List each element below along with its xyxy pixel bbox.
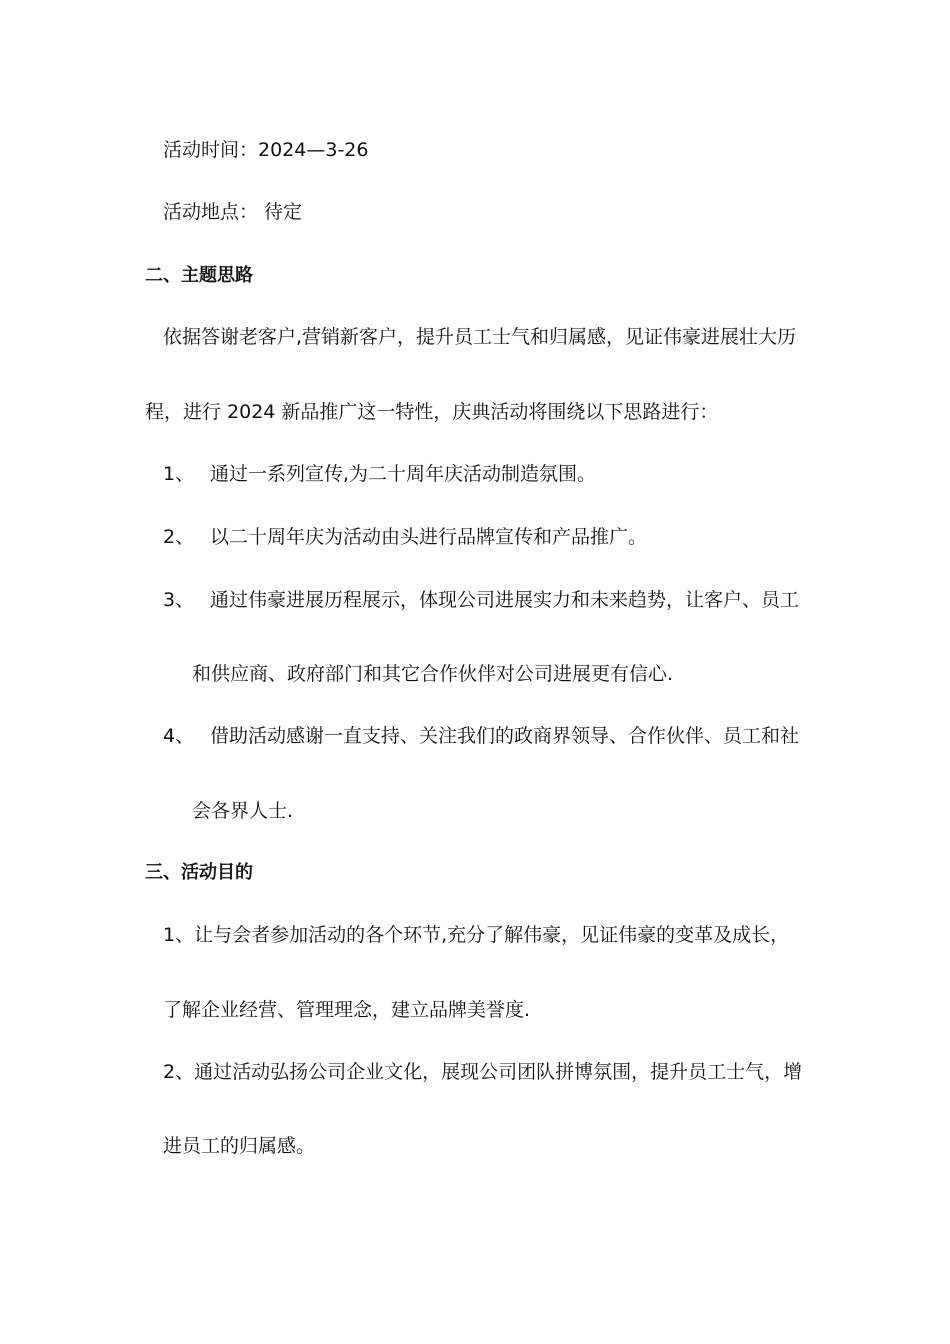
activity-time: 活动时间：2024—3-26 bbox=[163, 139, 369, 161]
purpose-item-line-1: 1、让与会者参加活动的各个环节,充分了解伟豪，见证伟豪的变革及成长， bbox=[163, 924, 790, 946]
theme-item-number: 3、 bbox=[163, 589, 195, 611]
section-heading-purpose: 三、活动目的 bbox=[145, 862, 253, 883]
activity-place: 活动地点： 待定 bbox=[163, 201, 303, 223]
purpose-item-line-2: 了解企业经营、管理理念，建立品牌美誉度. bbox=[163, 999, 531, 1021]
theme-item-text: 以二十周年庆为活动由头进行品牌宣传和产品推广。 bbox=[210, 526, 648, 548]
theme-item-text: 借助活动感谢一直支持、关注我们的政商界领导、合作伙伴、员工和社 bbox=[210, 725, 800, 747]
theme-item-text: 通过伟豪进展历程展示，体现公司进展实力和未来趋势，让客户、员工 bbox=[210, 589, 800, 611]
section-heading-theme: 二、主题思路 bbox=[145, 265, 253, 286]
purpose-item-line-1: 2、通过活动弘扬公司企业文化，展现公司团队拼博氛围，提升员工士气，增 bbox=[163, 1061, 803, 1083]
theme-item-text-continued: 和供应商、政府部门和其它合作伙伴对公司进展更有信心. bbox=[192, 663, 674, 685]
theme-item-text-continued: 会各界人士. bbox=[192, 800, 294, 822]
theme-item-number: 4、 bbox=[163, 725, 195, 747]
purpose-item-line-2: 进员工的归属感。 bbox=[163, 1135, 316, 1157]
theme-item-number: 2、 bbox=[163, 526, 195, 548]
theme-intro-line-2: 程，进行 2024 新品推广这一特性，庆典活动将围绕以下思路进行： bbox=[145, 401, 719, 423]
theme-item-text: 通过一系列宣传,为二十周年庆活动制造氛围。 bbox=[210, 463, 597, 485]
theme-intro-line-1: 依据答谢老客户,营销新客户，提升员工士气和归属感，见证伟豪进展壮大历 bbox=[163, 326, 797, 348]
theme-item-number: 1、 bbox=[163, 463, 195, 485]
